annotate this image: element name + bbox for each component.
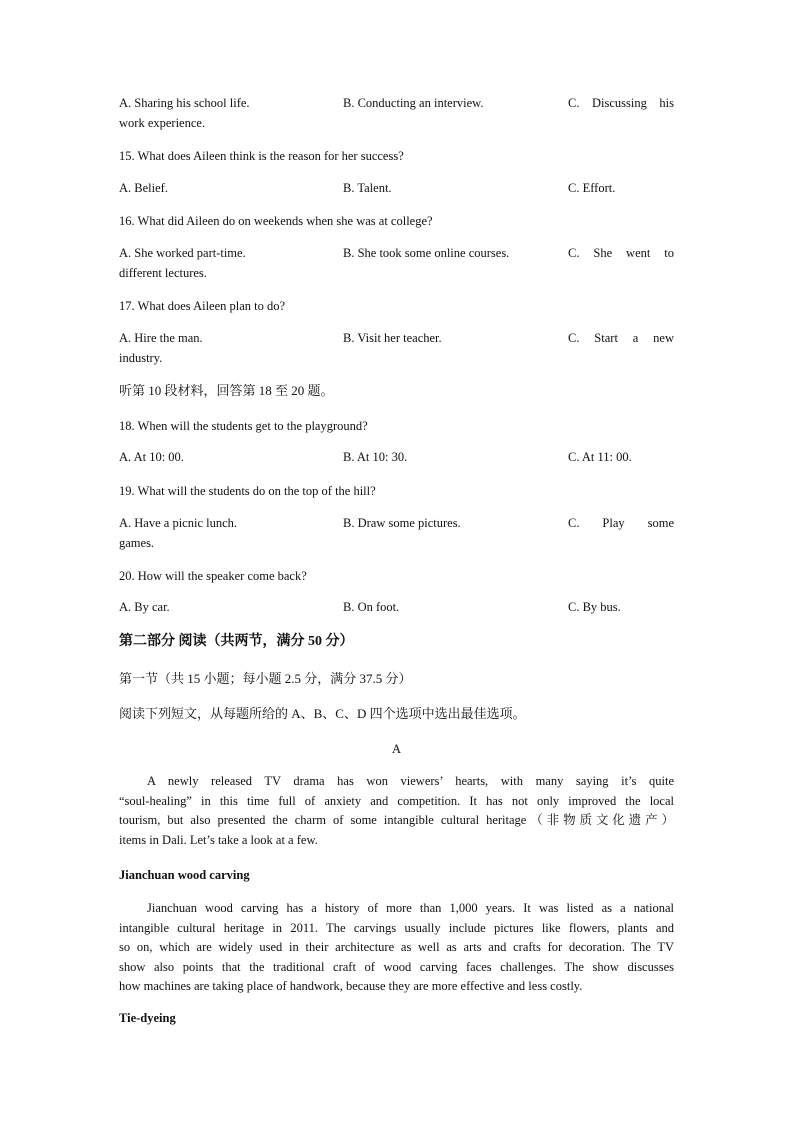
intro-paragraph: [119, 772, 674, 850]
heading-wood-carving: Jianchuan wood carving: [119, 868, 250, 882]
passage-label: A: [391, 742, 402, 756]
q20-option-a: A. By car.: [119, 600, 170, 614]
q16-question: 16. What did Aileen do on weekends when she was at college?: [119, 214, 433, 228]
q16-option-b: B. She took some online courses.: [343, 246, 510, 260]
q14-option-b: B. Conducting an interview.: [343, 96, 484, 110]
q17-option-b: B. Visit her teacher.: [343, 331, 442, 345]
q19-question: 19. What will the students do on the top of the hill?: [119, 484, 376, 498]
q18-question: 18. When will the students get to the playground?: [119, 419, 368, 433]
q15-option-a: A. Belief.: [119, 181, 168, 195]
intro-line-4: items in Dali. Let’s take a look at a few.: [119, 832, 318, 847]
intro-line-1: A newly released TV drama has won viewers’ hearts, with many saying it’s quite: [147, 774, 674, 788]
heading-tie-dyeing: Tie-dyeing: [119, 1011, 176, 1025]
section-10-instruction: 听第 10 段材料，回答第 18 至 20 题。: [119, 383, 334, 398]
wood-line-1: Jianchuan wood carving has a history of more than 1,000 years. It was listed as a national: [147, 901, 674, 915]
q20-option-b: B. On foot.: [343, 600, 400, 614]
q20-option-c: C. By bus.: [568, 600, 621, 614]
q14-option-c-line2: work experience.: [119, 116, 206, 130]
q14-option-c-line1: C. Discussing his: [568, 96, 674, 110]
q19-option-b: B. Draw some pictures.: [343, 516, 461, 530]
q19-option-c-line2: games.: [119, 536, 155, 550]
q15-question: 15. What does Aileen think is the reason for her success?: [119, 149, 404, 163]
q20-question: 20. How will the speaker come back?: [119, 569, 307, 583]
q15-option-c: C. Effort.: [568, 181, 616, 195]
section-1-title: 第一节（共 15 小题；每小题 2.5 分，满分 37.5 分）: [119, 671, 412, 686]
wood-carving-paragraph: [119, 899, 674, 997]
q16-option-c-line2: different lectures.: [119, 266, 207, 280]
q19-option-a: A. Have a picnic lunch.: [119, 516, 238, 530]
q17-option-c-line2: industry.: [119, 351, 163, 365]
wood-line-2: intangible cultural heritage in 2011. The carvings usually include pictures like flowers, plants and: [119, 920, 674, 935]
q16-option-c-line1: C. She went to: [568, 246, 674, 260]
q15-option-b: B. Talent.: [343, 181, 392, 195]
wood-line-4: show also points that the traditional craft of wood carving faces challenges. The show discusses: [119, 959, 674, 974]
q17-option-a: A. Hire the man.: [119, 331, 203, 345]
q14-option-a: A. Sharing his school life.: [119, 96, 250, 110]
intro-line-3: tourism, but also presented the charm of some intangible cultural heritage（非物质文化遗产）: [119, 813, 674, 827]
wood-line-3: so on, which are widely used in their architecture as well as arts and crafts for decoration. The TV: [119, 940, 674, 954]
reading-instruction: 阅读下列短文，从每题所给的 A、B、C、D 四个选项中选出最佳选项。: [119, 706, 526, 721]
wood-line-5: how machines are taking place of handwork, because they are more effective and less costly.: [119, 979, 583, 993]
q17-question: 17. What does Aileen plan to do?: [119, 299, 286, 313]
part-2-title: 第二部分 阅读（共两节，满分 50 分）: [119, 634, 354, 649]
q18-option-a: A. At 10: 00.: [119, 450, 184, 464]
q17-option-c-line1: C. Start a new: [568, 331, 674, 345]
intro-line-2: “soul-healing” in this time full of anxiety and competition. It has not only improved the local: [119, 793, 674, 808]
q18-option-b: B. At 10: 30.: [343, 450, 408, 464]
q18-option-c: C. At 11: 00.: [568, 450, 632, 464]
q16-option-a: A. She worked part-time.: [119, 246, 246, 260]
q19-option-c-line1: C. Play some: [568, 516, 674, 530]
